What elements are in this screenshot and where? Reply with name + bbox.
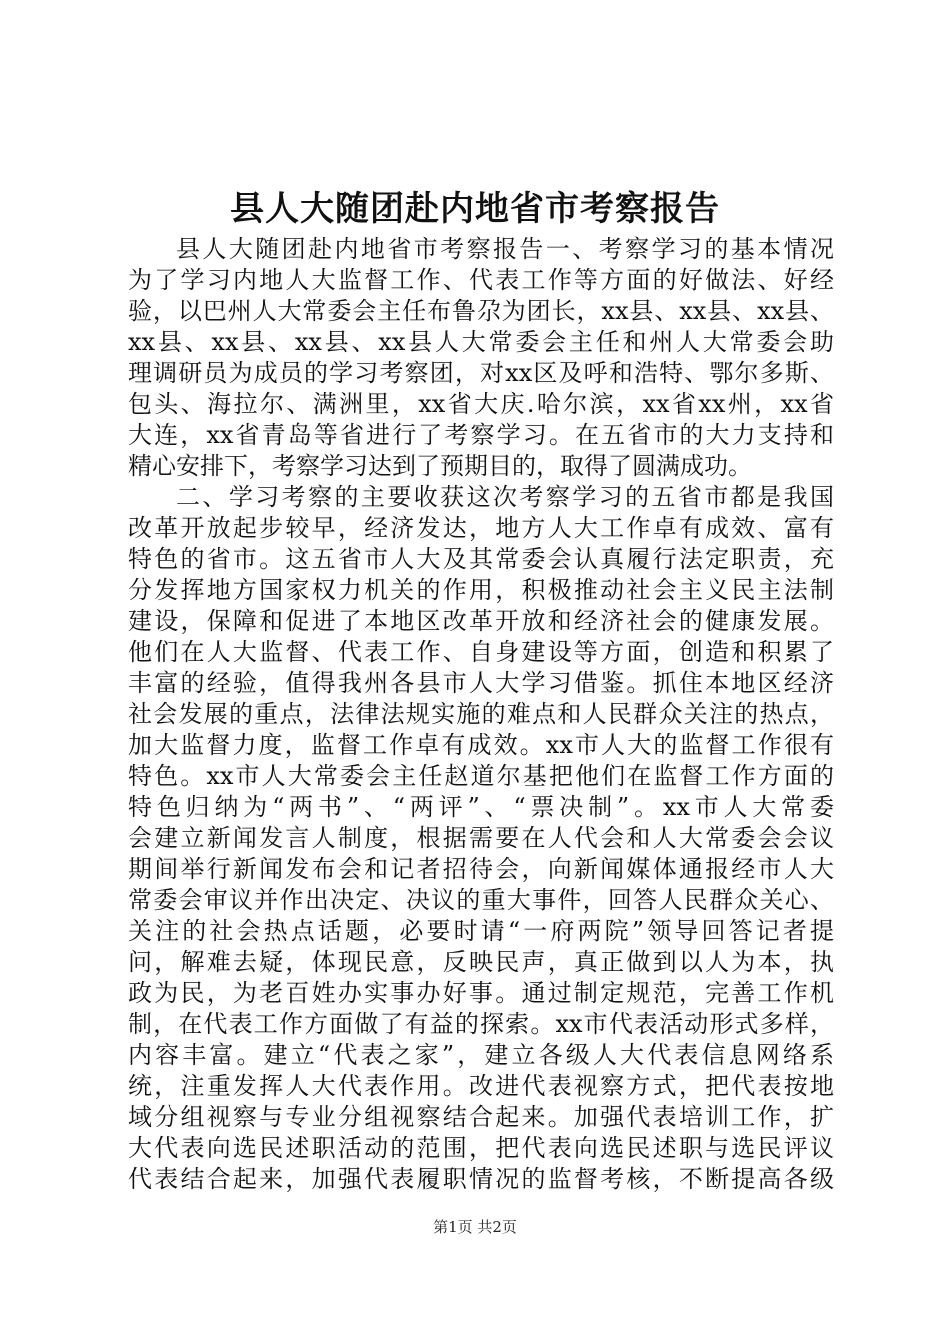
paragraph-2-line-11: 特色归纳为“两书”、“两评”、“票决制”。xx市人大常委 [128, 793, 834, 821]
paragraph-2-line-15: 关注的社会热点话题，必要时请“一府两院”领导回答记者提 [128, 917, 834, 945]
paragraph-1-line-7: 大连，xx省青岛等省进行了考察学习。在五省市的大力支持和 [128, 421, 834, 449]
paragraph-2-line-13: 期间举行新闻发布会和记者招待会，向新闻媒体通报经市人大 [128, 855, 834, 883]
paragraph-2-line-3: 特色的省市。这五省市人大及其常委会认真履行法定职责，充 [128, 545, 834, 573]
paragraph-1-line-3: 验，以巴州人大常委会主任布鲁尕为团长，xx县、xx县、xx县、 [128, 297, 834, 325]
document-body [128, 234, 834, 1195]
paragraph-2-line-5: 建设，保障和促进了本地区改革开放和经济社会的健康发展。 [128, 607, 834, 635]
paragraph-2-line-14: 常委会审议并作出决定、决议的重大事件，回答人民群众关心、 [128, 886, 834, 914]
paragraph-2-line-19: 内容丰富。建立“代表之家”，建立各级人大代表信息网络系 [128, 1041, 834, 1069]
paragraph-2-line-2: 改革开放起步较早，经济发达，地方人大工作卓有成效、富有 [128, 514, 834, 542]
paragraph-2-line-1: 二、学习考察的主要收获这次考察学习的五省市都是我国 [176, 483, 834, 511]
paragraph-2-line-22: 大代表向选民述职活动的范围，把代表向选民述职与选民评议 [128, 1134, 834, 1162]
document-title: 县人大随团赴内地省市考察报告 [230, 189, 720, 229]
paragraph-2-line-6: 他们在人大监督、代表工作、自身建设等方面，创造和积累了 [128, 638, 834, 666]
paragraph-2-line-17: 政为民，为老百姓办实事办好事。通过制定规范，完善工作机 [128, 979, 834, 1007]
paragraph-2-line-10: 特色。xx市人大常委会主任赵道尔基把他们在监督工作方面的 [128, 762, 834, 790]
paragraph-2-line-8: 社会发展的重点，法律法规实施的难点和人民群众关注的热点， [128, 700, 834, 728]
page-footer: 第1页 共2页 [433, 1218, 517, 1236]
paragraph-2-line-21: 域分组视察与专业分组视察结合起来。加强代表培训工作，扩 [128, 1103, 834, 1131]
paragraph-1-line-1: 县人大随团赴内地省市考察报告一、考察学习的基本情况 [176, 235, 834, 263]
paragraph-1-line-2: 为了学习内地人大监督工作、代表工作等方面的好做法、好经 [128, 266, 834, 294]
paragraph-2-line-9: 加大监督力度，监督工作卓有成效。xx市人大的监督工作很有 [128, 731, 834, 759]
paragraph-2-line-18: 制，在代表工作方面做了有益的探索。xx市代表活动形式多样， [128, 1010, 834, 1038]
paragraph-1-line-4: xx县、xx县、xx县、xx县人大常委会主任和州人大常委会助 [128, 328, 834, 356]
paragraph-2-line-12: 会建立新闻发言人制度，根据需要在人代会和人大常委会会议 [128, 824, 834, 852]
paragraph-2-line-16: 问，解难去疑，体现民意，反映民声，真正做到以人为本，执 [128, 948, 834, 976]
paragraph-1-line-5: 理调研员为成员的学习考察团，对xx区及呼和浩特、鄂尔多斯、 [128, 359, 834, 387]
paragraph-1-line-8: 精心安排下，考察学习达到了预期目的，取得了圆满成功。 [128, 452, 752, 480]
paragraph-2-line-20: 统，注重发挥人大代表作用。改进代表视察方式，把代表按地 [128, 1072, 834, 1100]
paragraph-2-line-4: 分发挥地方国家权力机关的作用，积极推动社会主义民主法制 [128, 576, 834, 604]
paragraph-2-line-7: 丰富的经验，值得我州各县市人大学习借鉴。抓住本地区经济 [128, 669, 834, 697]
paragraph-2-line-23: 代表结合起来，加强代表履职情况的监督考核，不断提高各级 [128, 1165, 834, 1193]
paragraph-1-line-6: 包头、海拉尔、满洲里，xx省大庆.哈尔滨，xx省xx州，xx省 [128, 390, 834, 418]
